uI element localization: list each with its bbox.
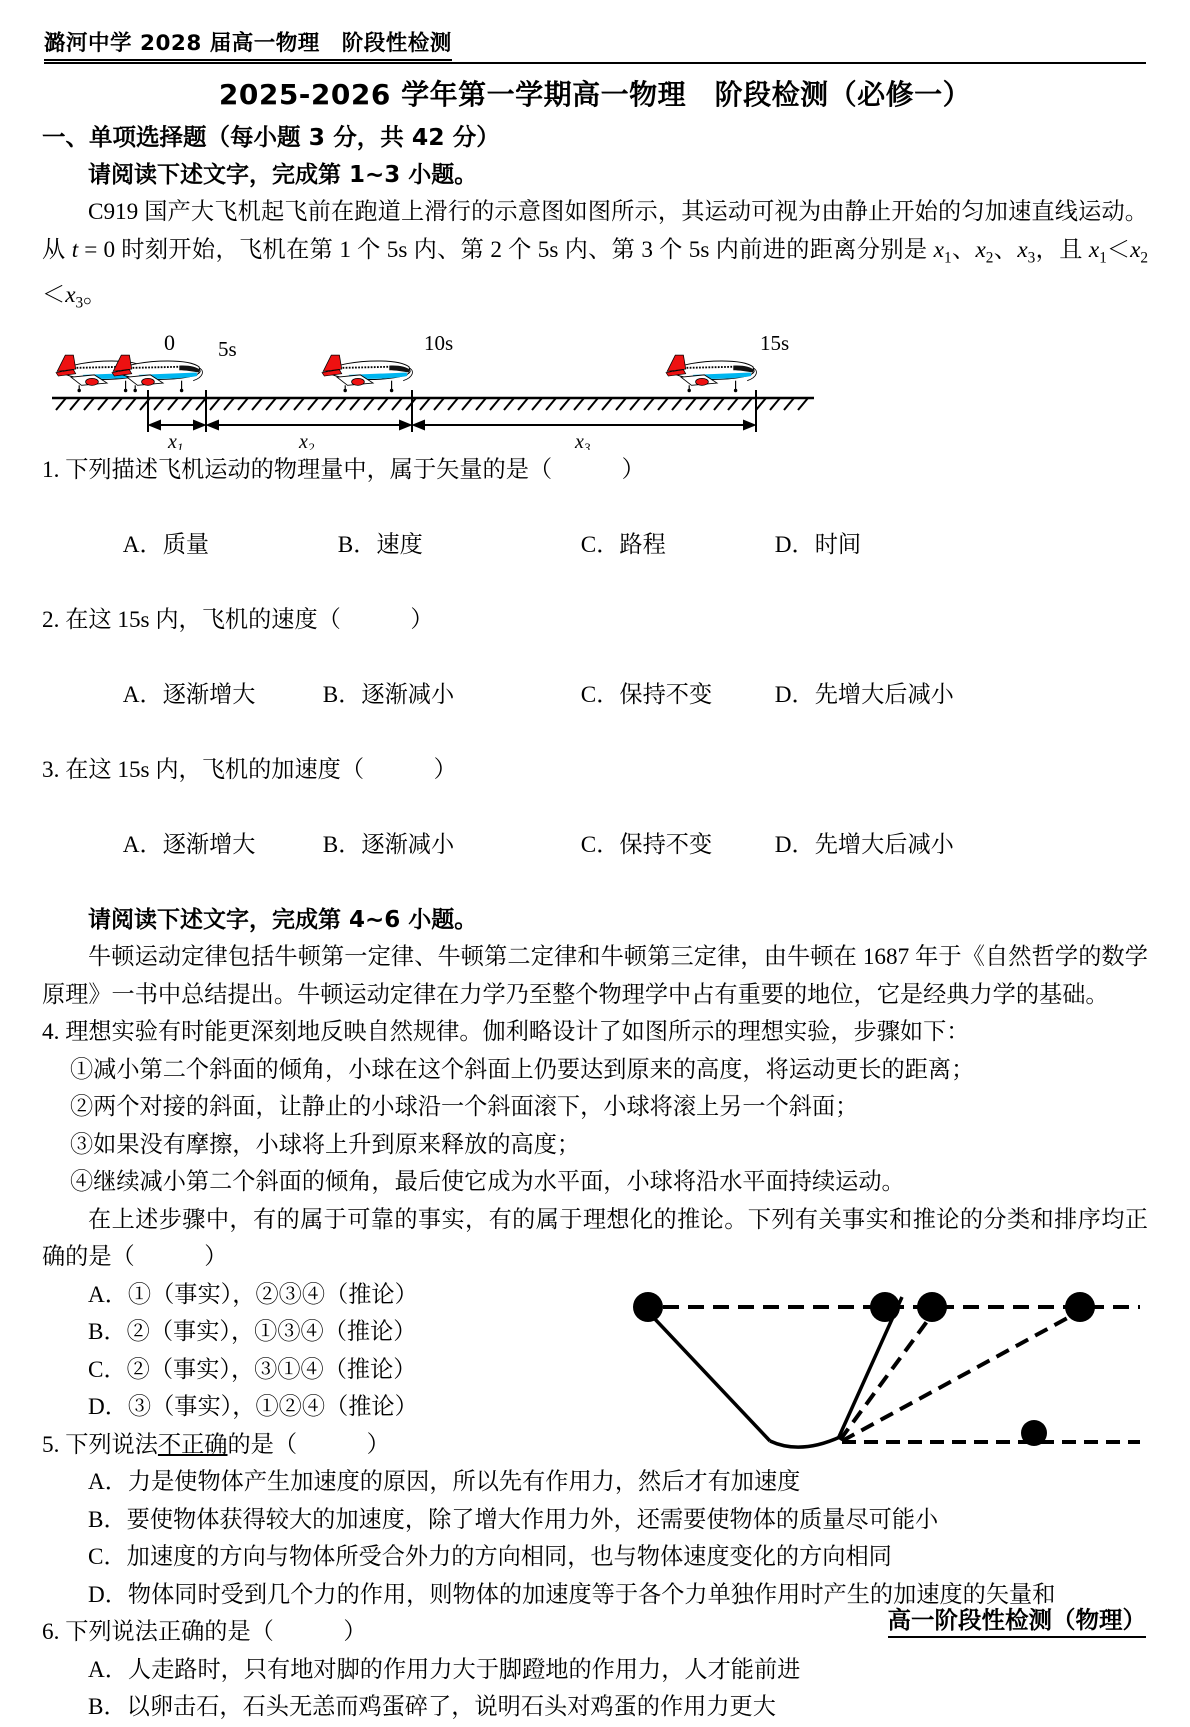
question-1-text: 下列描述飞机运动的物理量中，属于矢量的是（ ） bbox=[65, 456, 645, 483]
q5-option-a[interactable]: A．力是使物体产生加速度的原因，所以先有作用力，然后才有加速度 bbox=[88, 1469, 801, 1496]
left-incline bbox=[636, 1299, 770, 1441]
question-4-step-4: ④继续减小第二个斜面的倾角，最后使它成为水平面，小球将沿水平面持续运动。 bbox=[70, 1169, 905, 1196]
page-header bbox=[44, 26, 1146, 113]
ball-medium-top bbox=[917, 1292, 947, 1322]
question-4-step-1: ①减小第二个斜面的倾角，小球在这个斜面上仍要达到原来的高度，将运动更长的距离； bbox=[70, 1056, 975, 1083]
time-label-5s: 5s bbox=[218, 336, 237, 361]
ball-start bbox=[633, 1292, 663, 1322]
q4-option-d[interactable]: D．③（事实），①②④（推论） bbox=[88, 1394, 418, 1421]
runway-hatching bbox=[56, 398, 808, 410]
passage-1-text: C919 国产大飞机起飞前在跑道上滑行的示意图如图所示，其运动可视为由静止开始的匀加速直线运动。从 t = 0 时刻开始，飞机在第 1 个 5s 内、第 2 个 5s 内、第 3 个 5s 内前进的距离分别是 $x_1$、$x_2$、$x_3$，且 $x_1<x_2<x_3$。 bbox=[42, 199, 1149, 312]
distance-label-x1: $x_1$ bbox=[168, 430, 184, 450]
time-label-10s: 10s bbox=[424, 330, 454, 355]
q4-option-b[interactable]: B．②（事实），①③④（推论） bbox=[88, 1319, 417, 1346]
question-2-stem bbox=[42, 602, 1148, 640]
question-6-text: 下列说法正确的是（ ） bbox=[65, 1619, 367, 1646]
question-5-emphasis: 不正确 bbox=[157, 1431, 228, 1458]
q6-option-b[interactable]: B．以卵击石，石头无恙而鸡蛋碎了，说明石头对鸡蛋的作用力更大 bbox=[88, 1694, 776, 1721]
distance-arrows bbox=[150, 421, 754, 429]
q4-option-c[interactable]: C．②（事实），③①④（推论） bbox=[88, 1356, 417, 1383]
header-divider bbox=[44, 62, 1146, 64]
galileo-inclined-plane-svg bbox=[602, 1277, 1142, 1452]
question-1-options bbox=[42, 489, 1148, 602]
q1-option-d[interactable]: D．时间 bbox=[774, 531, 862, 558]
page-footer: 高一阶段性检测（物理） bbox=[888, 1601, 1147, 1638]
q3-option-c[interactable]: C．保持不变 bbox=[580, 831, 713, 858]
exam-content bbox=[42, 119, 1148, 1727]
question-2-options bbox=[42, 639, 1148, 752]
right-incline-shallow bbox=[842, 1309, 1084, 1441]
time-label-0: 0 bbox=[164, 329, 175, 355]
q3-option-d[interactable]: D．先增大后减小 bbox=[774, 831, 954, 858]
q3-option-a[interactable]: A．逐渐增大 bbox=[122, 831, 256, 858]
q1-option-b[interactable]: B．速度 bbox=[337, 531, 423, 558]
passage-2-text: 牛顿运动定律包括牛顿第一定律、牛顿第二定律和牛顿第三定律，由牛顿在 1687 年于《自然哲学的数学原理》一书中总结提出。牛顿运动定律在力学乃至整个物理学中占有重要的地位，它是经典力学的基础。 bbox=[42, 944, 1148, 1008]
question-4-closing: 在上述步骤中，有的属于可靠的事实，有的属于理想化的推论。下列有关事实和推论的分类和排序均正确的是（ ） bbox=[42, 1206, 1148, 1271]
q2-option-c[interactable]: C．保持不变 bbox=[580, 681, 713, 708]
question-4-step-3: ③如果没有摩擦，小球将上升到原来释放的高度； bbox=[70, 1131, 581, 1158]
page-title: 2025-2026 学年第一学期高一物理 阶段检测（必修一） bbox=[218, 78, 972, 111]
q2-option-a[interactable]: A．逐渐增大 bbox=[122, 681, 256, 708]
ball-steep-top bbox=[870, 1292, 900, 1322]
q5-option-d[interactable]: D．物体同时受到几个力的作用，则物体的加速度等于各个力单独作用时产生的加速度的矢量和 bbox=[88, 1581, 1056, 1608]
passage-1-instruction: 请阅读下述文字，完成第 1~3 小题。 bbox=[88, 161, 478, 188]
q5-option-b[interactable]: B．要使物体获得较大的加速度，除了增大作用力外，还需要使物体的质量尽可能小 bbox=[88, 1506, 939, 1533]
time-label-15s: 15s bbox=[760, 330, 790, 355]
q5-option-c[interactable]: C．加速度的方向与物体所受合外力的方向相同，也与物体速度变化的方向相同 bbox=[88, 1544, 892, 1571]
passage-2-instruction: 请阅读下述文字，完成第 4~6 小题。 bbox=[88, 906, 478, 933]
question-2-text: 在这 15s 内，飞机的速度（ ） bbox=[65, 606, 434, 633]
question-3-number: 3. bbox=[42, 756, 60, 783]
question-3-options bbox=[42, 789, 1148, 902]
plane-icon-t15 bbox=[666, 355, 756, 392]
q1-option-c[interactable]: C．路程 bbox=[580, 531, 666, 558]
valley-bottom bbox=[770, 1437, 840, 1447]
q3-option-b[interactable]: B．逐渐减小 bbox=[322, 831, 455, 858]
question-5-text-pre: 下列说法 bbox=[65, 1431, 158, 1458]
question-4-options-and-figure bbox=[42, 1277, 1148, 1427]
question-4-stem bbox=[42, 1014, 1148, 1052]
question-1-number: 1. bbox=[42, 456, 60, 483]
ball-horizontal bbox=[1021, 1420, 1047, 1446]
q6-option-a[interactable]: A．人走路时，只有地对脚的作用力大于脚蹬地的作用力，人才能前进 bbox=[88, 1656, 801, 1683]
question-4-options bbox=[42, 1277, 602, 1427]
section-1-heading: 一、单项选择题（每小题 3 分，共 42 分） bbox=[42, 123, 500, 151]
plane-runway-figure bbox=[42, 328, 1148, 450]
distance-label-x3: $x_3$ bbox=[575, 430, 591, 450]
plane-icon-t10 bbox=[322, 355, 412, 392]
question-5-number: 5. bbox=[42, 1431, 60, 1458]
question-6-number: 6. bbox=[42, 1619, 60, 1646]
question-4-text: 理想实验有时能更深刻地反映自然规律。伽利略设计了如图所示的理想实验，步骤如下： bbox=[65, 1019, 970, 1046]
ball-shallow-top bbox=[1065, 1292, 1095, 1322]
question-4-number: 4. bbox=[42, 1019, 60, 1046]
exam-page bbox=[0, 26, 1190, 1721]
q2-option-b[interactable]: B．逐渐减小 bbox=[322, 681, 455, 708]
question-3-stem bbox=[42, 752, 1148, 790]
q4-option-a[interactable]: A．①（事实），②③④（推论） bbox=[88, 1281, 418, 1308]
distance-label-x2: $x_2$ bbox=[299, 430, 315, 450]
plane-runway-svg bbox=[42, 328, 1148, 450]
school-header: 潞河中学 2028 届高一物理 阶段性检测 bbox=[44, 26, 452, 61]
question-1-stem bbox=[42, 452, 1148, 490]
question-2-number: 2. bbox=[42, 606, 60, 633]
question-3-text: 在这 15s 内，飞机的加速度（ ） bbox=[65, 756, 457, 783]
q2-option-d[interactable]: D．先增大后减小 bbox=[774, 681, 954, 708]
q1-option-a[interactable]: A．质量 bbox=[122, 531, 210, 558]
question-5-text-post: 的是（ ） bbox=[227, 1431, 390, 1458]
question-4-step-2: ②两个对接的斜面，让静止的小球沿一个斜面滚下，小球将滚上另一个斜面； bbox=[70, 1094, 859, 1121]
